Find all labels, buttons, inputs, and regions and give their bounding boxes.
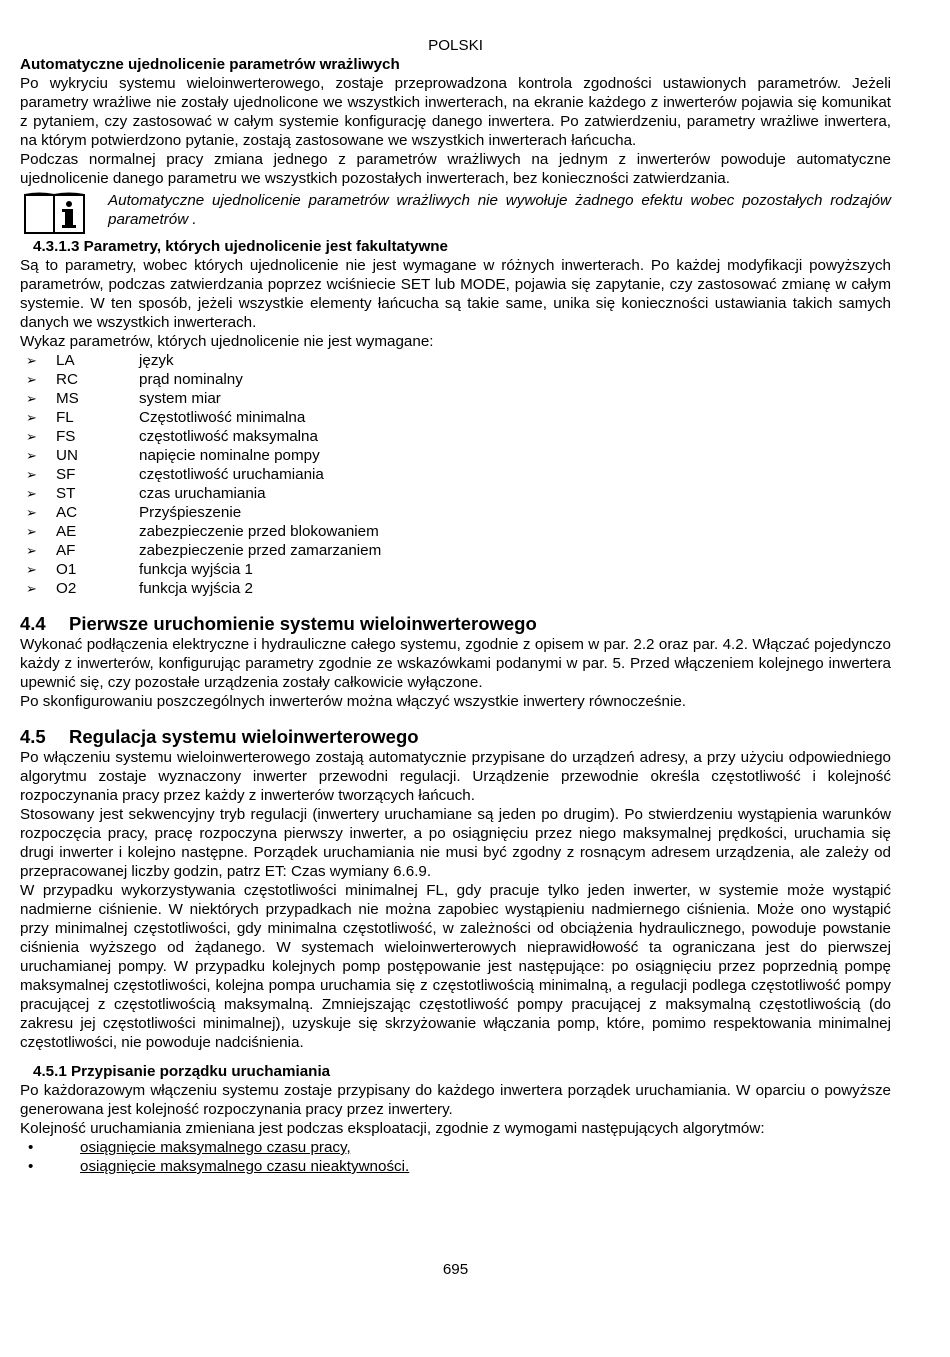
list-item bbox=[20, 389, 891, 408]
subsection-title-4-5-1: 4.5.1 Przypisanie porządku uruchamiania bbox=[33, 1063, 331, 1080]
arrow-bullet-icon: ➢ bbox=[26, 524, 37, 539]
section-heading-4-5 bbox=[20, 726, 891, 748]
param-desc: funkcja wyjścia 2 bbox=[139, 580, 253, 597]
param-code: SF bbox=[56, 466, 76, 483]
param-code: FL bbox=[56, 409, 74, 426]
arrow-bullet-icon: ➢ bbox=[26, 467, 37, 482]
page-header-language: POLSKI bbox=[428, 37, 483, 54]
info-note bbox=[20, 191, 891, 235]
list-item bbox=[20, 579, 891, 598]
list-item bbox=[20, 522, 891, 541]
paragraph: Stosowany jest sekwencyjny tryb regulacji (inwertery uruchamiane są jeden po drugim). Po stwierdzeniu wystąpienia warunków rozpoczęcia pracy, pracę rozpoczyna pierwszy inwerter, a po osiągnięciu przez niego maksymalnej prędkości, uruchamia się drugi inwerter i kolejno następne. Porządek uruchamiania nie musi być zgodny z rosnącym adresem urządzenia, ale zależy od przepracowanej liczby godzin, patrz ET: Czas wymiany 6.6.9. bbox=[20, 806, 891, 880]
paragraph: Wykonać podłączenia elektryczne i hydrauliczne całego systemu, zgodnie z opisem w par. 2.2 oraz par. 4.2. Włączać pojedynczo każdy z inwerterów, konfigurując parametry zgodnie ze wskazówkami podanymi w par. 5. Przed włączeniem kolejnego inwertera upewnić się, czy pozostałe urządzenia zostały całkowicie wyłączone. bbox=[20, 636, 891, 691]
param-desc: częstotliwość maksymalna bbox=[139, 428, 318, 445]
param-code: AC bbox=[56, 504, 78, 521]
param-code: O1 bbox=[56, 561, 77, 578]
paragraph: Po każdorazowym włączeniu systemu zostaje przypisany do każdego inwertera porządek uruchamiania. W oparciu o powyższe generowana jest kolejność rozpoczynania pracy przez inwertery. bbox=[20, 1082, 891, 1118]
param-code: RC bbox=[56, 371, 78, 388]
param-desc: Przyśpieszenie bbox=[139, 504, 242, 521]
param-code: FS bbox=[56, 428, 76, 445]
param-desc: częstotliwość uruchamiania bbox=[139, 466, 324, 483]
list-item bbox=[20, 351, 891, 370]
param-code: AE bbox=[56, 523, 77, 540]
arrow-bullet-icon: ➢ bbox=[26, 486, 37, 501]
param-desc: czas uruchamiania bbox=[139, 485, 266, 502]
list-item bbox=[20, 503, 891, 522]
list-item bbox=[20, 446, 891, 465]
arrow-bullet-icon: ➢ bbox=[26, 448, 37, 463]
param-desc: prąd nominalny bbox=[139, 371, 243, 388]
list-item bbox=[20, 370, 891, 389]
param-desc: napięcie nominalne pompy bbox=[139, 447, 320, 464]
section-heading-4-4 bbox=[20, 613, 891, 635]
param-code: UN bbox=[56, 447, 78, 464]
param-desc: Częstotliwość minimalna bbox=[139, 409, 306, 426]
list-item-text: osiągnięcie maksymalnego czasu nieaktywności. bbox=[80, 1158, 410, 1175]
list-item bbox=[20, 1157, 891, 1176]
arrow-bullet-icon: ➢ bbox=[26, 581, 37, 596]
paragraph: Wykaz parametrów, których ujednolicenie nie jest wymagane: bbox=[20, 333, 434, 350]
list-item bbox=[20, 427, 891, 446]
param-desc: zabezpieczenie przed blokowaniem bbox=[139, 523, 379, 540]
arrow-bullet-icon: ➢ bbox=[26, 562, 37, 577]
list-item-text: osiągnięcie maksymalnego czasu pracy, bbox=[80, 1139, 351, 1156]
section-number: 4.4 bbox=[20, 613, 46, 634]
section-title-auto-unification: Automatyczne ujednolicenie parametrów wrażliwych bbox=[20, 56, 400, 73]
list-item bbox=[20, 465, 891, 484]
param-desc: system miar bbox=[139, 390, 221, 407]
param-desc: funkcja wyjścia 1 bbox=[139, 561, 253, 578]
document-page bbox=[20, 36, 891, 1278]
arrow-bullet-icon: ➢ bbox=[26, 543, 37, 558]
dot-bullet-icon: • bbox=[28, 1158, 34, 1175]
manual-info-icon bbox=[22, 191, 90, 235]
subsection-title-4-3-1-3: 4.3.1.3 Parametry, których ujednolicenie jest fakultatywne bbox=[33, 238, 449, 255]
section-title: Pierwsze uruchomienie systemu wieloinwerterowego bbox=[69, 613, 537, 634]
param-code: LA bbox=[56, 352, 75, 369]
list-item bbox=[20, 560, 891, 579]
paragraph: Po skonfigurowaniu poszczególnych inwerterów można włączyć wszystkie inwertery równocześnie. bbox=[20, 693, 686, 710]
paragraph: Po włączeniu systemu wieloinwerterowego zostają automatycznie przypisane do urządzeń adresy, a przy użyciu odpowiedniego algorytmu zostaje wyznaczony inwerter przewodni regulacji. Urządzenie przewodnie określa częstotliwość i kolejność rozpoczynania pracy przez każdy z inwerterów tworzących łańcuch. bbox=[20, 749, 891, 804]
paragraph: W przypadku wykorzystywania częstotliwości minimalnej FL, gdy pracuje tylko jeden inwerter, w systemie może wystąpić nadmierne ciśnienie. W niektórych przypadkach nie można zapobiec wystąpieniu nadmiernego ciśnienia. Może ono wystąpić przy minimalnej częstotliwości, gdy minimalna częstotliwość, w zależności od obciążenia hydraulicznego, powoduje powstanie ciśnienia wyższego od żądanego. W systemach wieloinwerterowych nieprawidłowość ta ograniczana jest do pierwszej uruchamianej pompy. W przypadku kolejnych pomp postępowanie jest następujące: po osiągnięciu przez poprzednią pompę maksymalnej częstotliwości, kolejna pompa uruchamia się z częstotliwością minimalną, a regulacji podlega częstotliwość pompy pracującej z częstotliwością maksymalną. Zmniejszając częstotliwość pompy pracującej z maksymalną częstotliwością (do zakresu jej częstotliwości minimalnej), uzyskuje się skrzyżowanie włączania pomp, które, pomimo respektowania minimalnej częstotliwości, nie powoduje nadciśnienia. bbox=[20, 882, 891, 1051]
arrow-bullet-icon: ➢ bbox=[26, 410, 37, 425]
arrow-bullet-icon: ➢ bbox=[26, 391, 37, 406]
section-title: Regulacja systemu wieloinwerterowego bbox=[69, 726, 419, 747]
arrow-bullet-icon: ➢ bbox=[26, 353, 37, 368]
param-desc: zabezpieczenie przed zamarzaniem bbox=[139, 542, 382, 559]
list-item bbox=[20, 1138, 891, 1157]
paragraph: Podczas normalnej pracy zmiana jednego z parametrów wrażliwych na jednym z inwerterów powoduje automatyczne ujednolicenie danego parametru we wszystkich pozostałych inwerterach, bez konieczności zatwierdzania. bbox=[20, 151, 891, 187]
param-code: MS bbox=[56, 390, 79, 407]
param-desc: język bbox=[139, 352, 174, 369]
paragraph: Są to parametry, wobec których ujednolicenie nie jest wymagane w różnych inwerterach. Po każdej modyfikacji powyższych parametrów, podczas zatwierdzania poprzez wciśniecie SET lub MODE, pojawia się zapytanie, czy zastosować zmianę w całym systemie. W ten sposób, jeżeli wszystkie elementy łańcucha są takie same, unika się konieczności ustawiania takich samych danych we wszystkich inwerterach. bbox=[20, 257, 891, 331]
param-code: AF bbox=[56, 542, 76, 559]
arrow-bullet-icon: ➢ bbox=[26, 372, 37, 387]
param-code: ST bbox=[56, 485, 76, 502]
list-item bbox=[20, 484, 891, 503]
param-code: O2 bbox=[56, 580, 77, 597]
paragraph: Po wykryciu systemu wieloinwerterowego, zostaje przeprowadzona kontrola zgodności ustawionych parametrów. Jeżeli parametry wrażliwe nie zostały ujednolicone we wszystkich inwerterach, na ekranie każdego z inwerterów pojawia się komunikat z pytaniem, czy zastosować w całym systemie konfigurację danego inwertera. Po zatwierdzeniu, parametry wrażliwe inwertera, na którym potwierdzono pytanie, zostają zastosowane we wszystkich inwerterach łańcucha. bbox=[20, 75, 891, 149]
list-item bbox=[20, 408, 891, 427]
paragraph: Kolejność uruchamiania zmieniana jest podczas eksploatacji, zgodnie z wymogami następujących algorytmów: bbox=[20, 1120, 765, 1137]
page-number: 695 bbox=[442, 1261, 469, 1278]
parameter-list bbox=[20, 351, 891, 598]
list-item bbox=[20, 541, 891, 560]
section-number: 4.5 bbox=[20, 726, 46, 747]
algorithm-list bbox=[20, 1138, 891, 1176]
arrow-bullet-icon: ➢ bbox=[26, 429, 37, 444]
dot-bullet-icon: • bbox=[28, 1139, 34, 1156]
arrow-bullet-icon: ➢ bbox=[26, 505, 37, 520]
info-note-text: Automatyczne ujednolicenie parametrów wrażliwych nie wywołuje żadnego efektu wobec pozostałych rodzajów parametrów . bbox=[108, 192, 891, 228]
